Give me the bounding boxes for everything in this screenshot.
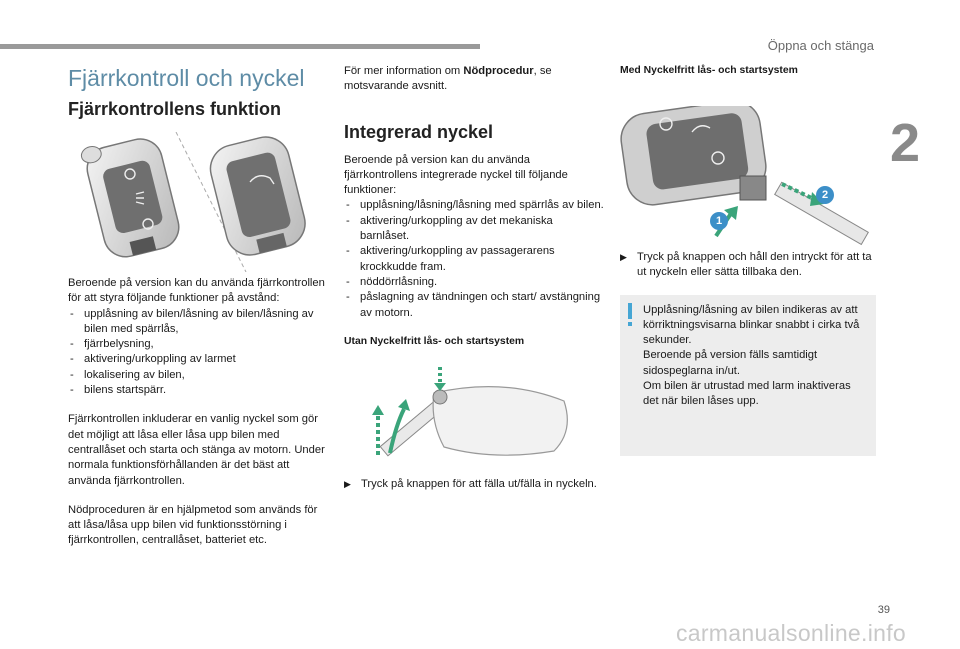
- info-box: [620, 295, 876, 456]
- info-icon-dot: [628, 322, 632, 326]
- info-line: Upplåsning/låsning av bilen indikeras av att körriktningsvisarna blinkar snabbt i cirka två sekunder.: [643, 303, 860, 347]
- list-item: - bilens startspärr.: [68, 383, 326, 398]
- remote-paragraph-3: Nödproceduren är en hjälpmetod som används för att låsa/låsa upp bilen vid funktionsstörning i fjärrkontrollen, centrallåset, batteriet etc.: [68, 503, 318, 547]
- remote-intro: Beroende på version kan du använda fjärrkontrollen för att styra följande funktioner på avstånd:: [68, 277, 325, 305]
- list-item: - upplåsning/låsning/låsning med spärrlås av bilen.: [344, 198, 604, 213]
- chapter-number: 2: [889, 113, 920, 173]
- fold-key-illustration: [356, 367, 586, 463]
- keyless-key-illustration: [620, 106, 876, 246]
- callout-1: 1: [710, 212, 728, 230]
- column-integrated-key: [344, 64, 604, 492]
- f-bullet-icon: ▶: [620, 252, 627, 262]
- without-keyless-heading: Utan Nyckelfritt lås- och startsystem: [344, 335, 525, 347]
- column-remote: [68, 64, 326, 549]
- hold-instruction: ▶ Tryck på knappen och håll den intryckt för att ta ut nyckeln eller sätta tillbaka den.: [620, 251, 872, 279]
- column-keyless: [620, 64, 876, 456]
- callout-2: 2: [816, 186, 834, 204]
- info-line: Om bilen är utrustad med larm inaktiveras det när bilen låses upp.: [643, 380, 851, 408]
- list-item: - fjärrbelysning,: [68, 337, 326, 352]
- remote-key-illustration: [78, 132, 308, 272]
- page-title: Fjärrkontroll och nyckel: [68, 65, 305, 91]
- emergency-procedure-link[interactable]: Nödprocedur: [463, 65, 534, 77]
- remote-paragraph-2: Fjärrkontrollen inkluderar en vanlig nyckel som gör det möjligt att låsa eller låsa upp bilen med centrallåset och starta och stänga av motorn. Under normala funktionsförhållanden är det bäst att använda fjärrkontrollen.: [68, 413, 325, 487]
- integrated-key-list: [344, 198, 604, 320]
- list-item: - upplåsning av bilen/låsning av bilen/låsning av bilen med spärrlås,: [68, 307, 326, 338]
- list-item: - aktivering/urkoppling av larmet: [68, 352, 326, 367]
- remote-functions-list: [68, 307, 326, 399]
- info-line: Beroende på version fälls samtidigt sidospeglarna in/ut.: [643, 349, 818, 377]
- info-icon: [628, 303, 632, 319]
- integrated-key-heading: Integrerad nyckel: [344, 121, 494, 142]
- page-number: 39: [877, 604, 890, 616]
- integrated-key-intro: Beroende på version kan du använda fjärrkontrollens integrerade nyckel till följande funktioner:: [344, 153, 568, 197]
- list-item: - påslagning av tändningen och start/ avstängning av motorn.: [344, 290, 604, 321]
- fold-instruction: ▶ Tryck på knappen för att fälla ut/fälla in nyckeln.: [344, 477, 604, 492]
- emergency-reference: För mer information om Nödprocedur, se motsvarande avsnitt.: [344, 65, 552, 93]
- list-item: - nöddörrlåsning.: [344, 275, 604, 290]
- list-item: - aktivering/urkoppling av det mekaniska barnlåset.: [344, 214, 604, 245]
- remote-function-heading: Fjärrkontrollens funktion: [68, 99, 282, 119]
- with-keyless-heading: Med Nyckelfritt lås- och startsystem: [620, 65, 798, 76]
- watermark: carmanualsonline.info: [675, 620, 906, 646]
- list-item: - lokalisering av bilen,: [68, 368, 326, 383]
- f-bullet-icon: ▶: [344, 478, 351, 489]
- header-rule: [0, 44, 480, 49]
- list-item: - aktivering/urkoppling av passagerarens krockkudde fram.: [344, 244, 604, 275]
- section-header: Öppna och stänga: [767, 38, 874, 53]
